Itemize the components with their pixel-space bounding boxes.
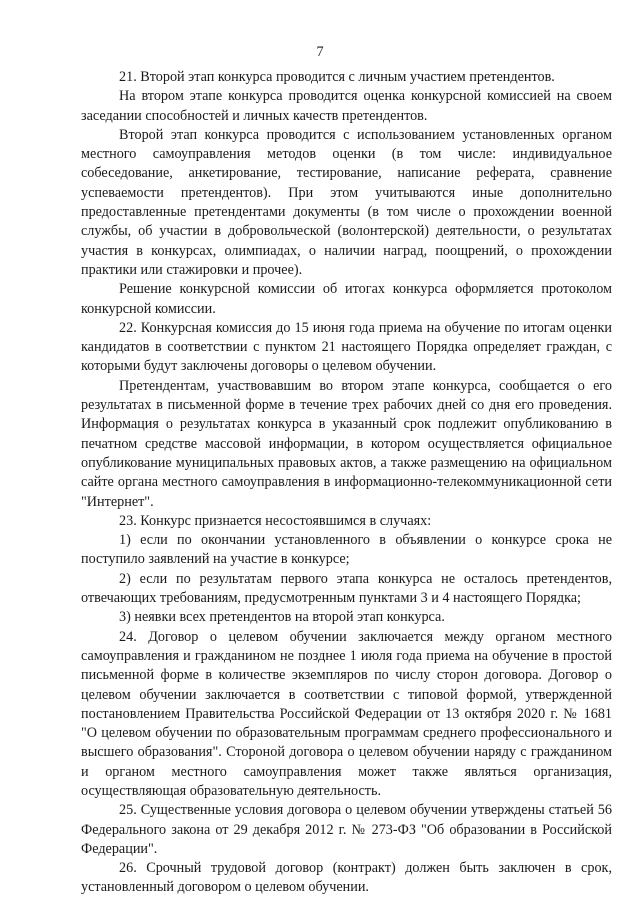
paragraph-assessment-methods: Второй этап конкурса проводится с использованием установленных органом местного самоуправления методов оценки (в том числе: индивидуальное собеседование, анкетирование, тестирование, написание реферата, сравнение успеваемости претендентов). При этом учитываются иные дополнительно предоставленные претендентами документы (в том числе о прохождении военной службы, об участии в добровольческой (волонтерской) деятельности, о результатах участия в конкурсах, олимпиадах, о наличии наград, поощрений, о прохождении практики или стажировки и прочее). [81,126,612,278]
paragraph-23: 23. Конкурс признается несостоявшимся в случаях: [119,512,432,529]
paragraph-23-case-2: 2) если по результатам первого этапа конкурса не осталось претендентов, отвечающих требованиям, предусмотренным пунктами 3 и 4 настоящего Порядка; [81,570,612,607]
paragraph-25: 25. Существенные условия договора о целевом обучении утверждены статьей 56 Федерального закона от 29 декабря 2012 г. № 273-ФЗ "Об образовании в Российской Федерации". [81,802,612,857]
paragraph-commission-decision: Решение конкурсной комиссии об итогах конкурса оформляется протоколом конкурсной комиссии. [81,281,612,317]
paragraph-24: 24. Договор о целевом обучении заключается между органом местного самоуправления и гражданином не позднее 1 июля года приема на обучение в простой письменной форме в количестве экземпляров по числу сторон договора. Договор о целевом обучении заключается в соответствии с типовой формой, утвержденной постановлением Правительства Российской Федерации от 13 октября 2020 г. № 1681 "О целевом обучении по образовательным программам среднего профессионального и высшего образования". Стороной договора о целевом обучении наряду с гражданином и органом местного самоуправления может также являться организация, осуществляющая образовательную деятельность. [81,628,612,799]
paragraph-22: 22. Конкурсная комиссия до 15 июня года приема на обучение по итогам оценки кандидатов в соответствии с пунктом 21 настоящего Порядка определяет граждан, с которыми будут заключены договоры о целевом обучении. [81,319,612,375]
paragraph-23-case-1: 1) если по окончании установленного в объявлении о конкурсе срока не поступило заявлений на участие в конкурсе; [81,532,612,568]
document-body [81,68,612,898]
paragraph-21: 21. Второй этап конкурса проводится с личным участием претендентов. [119,69,555,85]
page-number: 7 [316,44,324,60]
paragraph-26: 26. Срочный трудовой договор (контракт) должен быть заключен в срок, установленный договором о целевом обучении. [81,860,612,896]
paragraph-23-case-3: 3) неявки всех претендентов на второй этап конкурса. [119,609,445,626]
paragraph-results-notification: Претендентам, участвовавшим во втором этапе конкурса, сообщается о его результатах в письменной форме в течение трех рабочих дней со дня его проведения. Информация о результатах конкурса в указанный срок подлежит опубликованию в печатном средстве массовой информации, в котором осуществляется официальное опубликование муниципальных правовых актов, а также размещению на официальном сайте органа местного самоуправления в информационно-телекоммуникационной сети "Интернет". [81,377,612,510]
paragraph-second-stage-assessment: На втором этапе конкурса проводится оценка конкурсной комиссией на своем заседании способностей и личных качеств претендентов. [81,88,612,124]
